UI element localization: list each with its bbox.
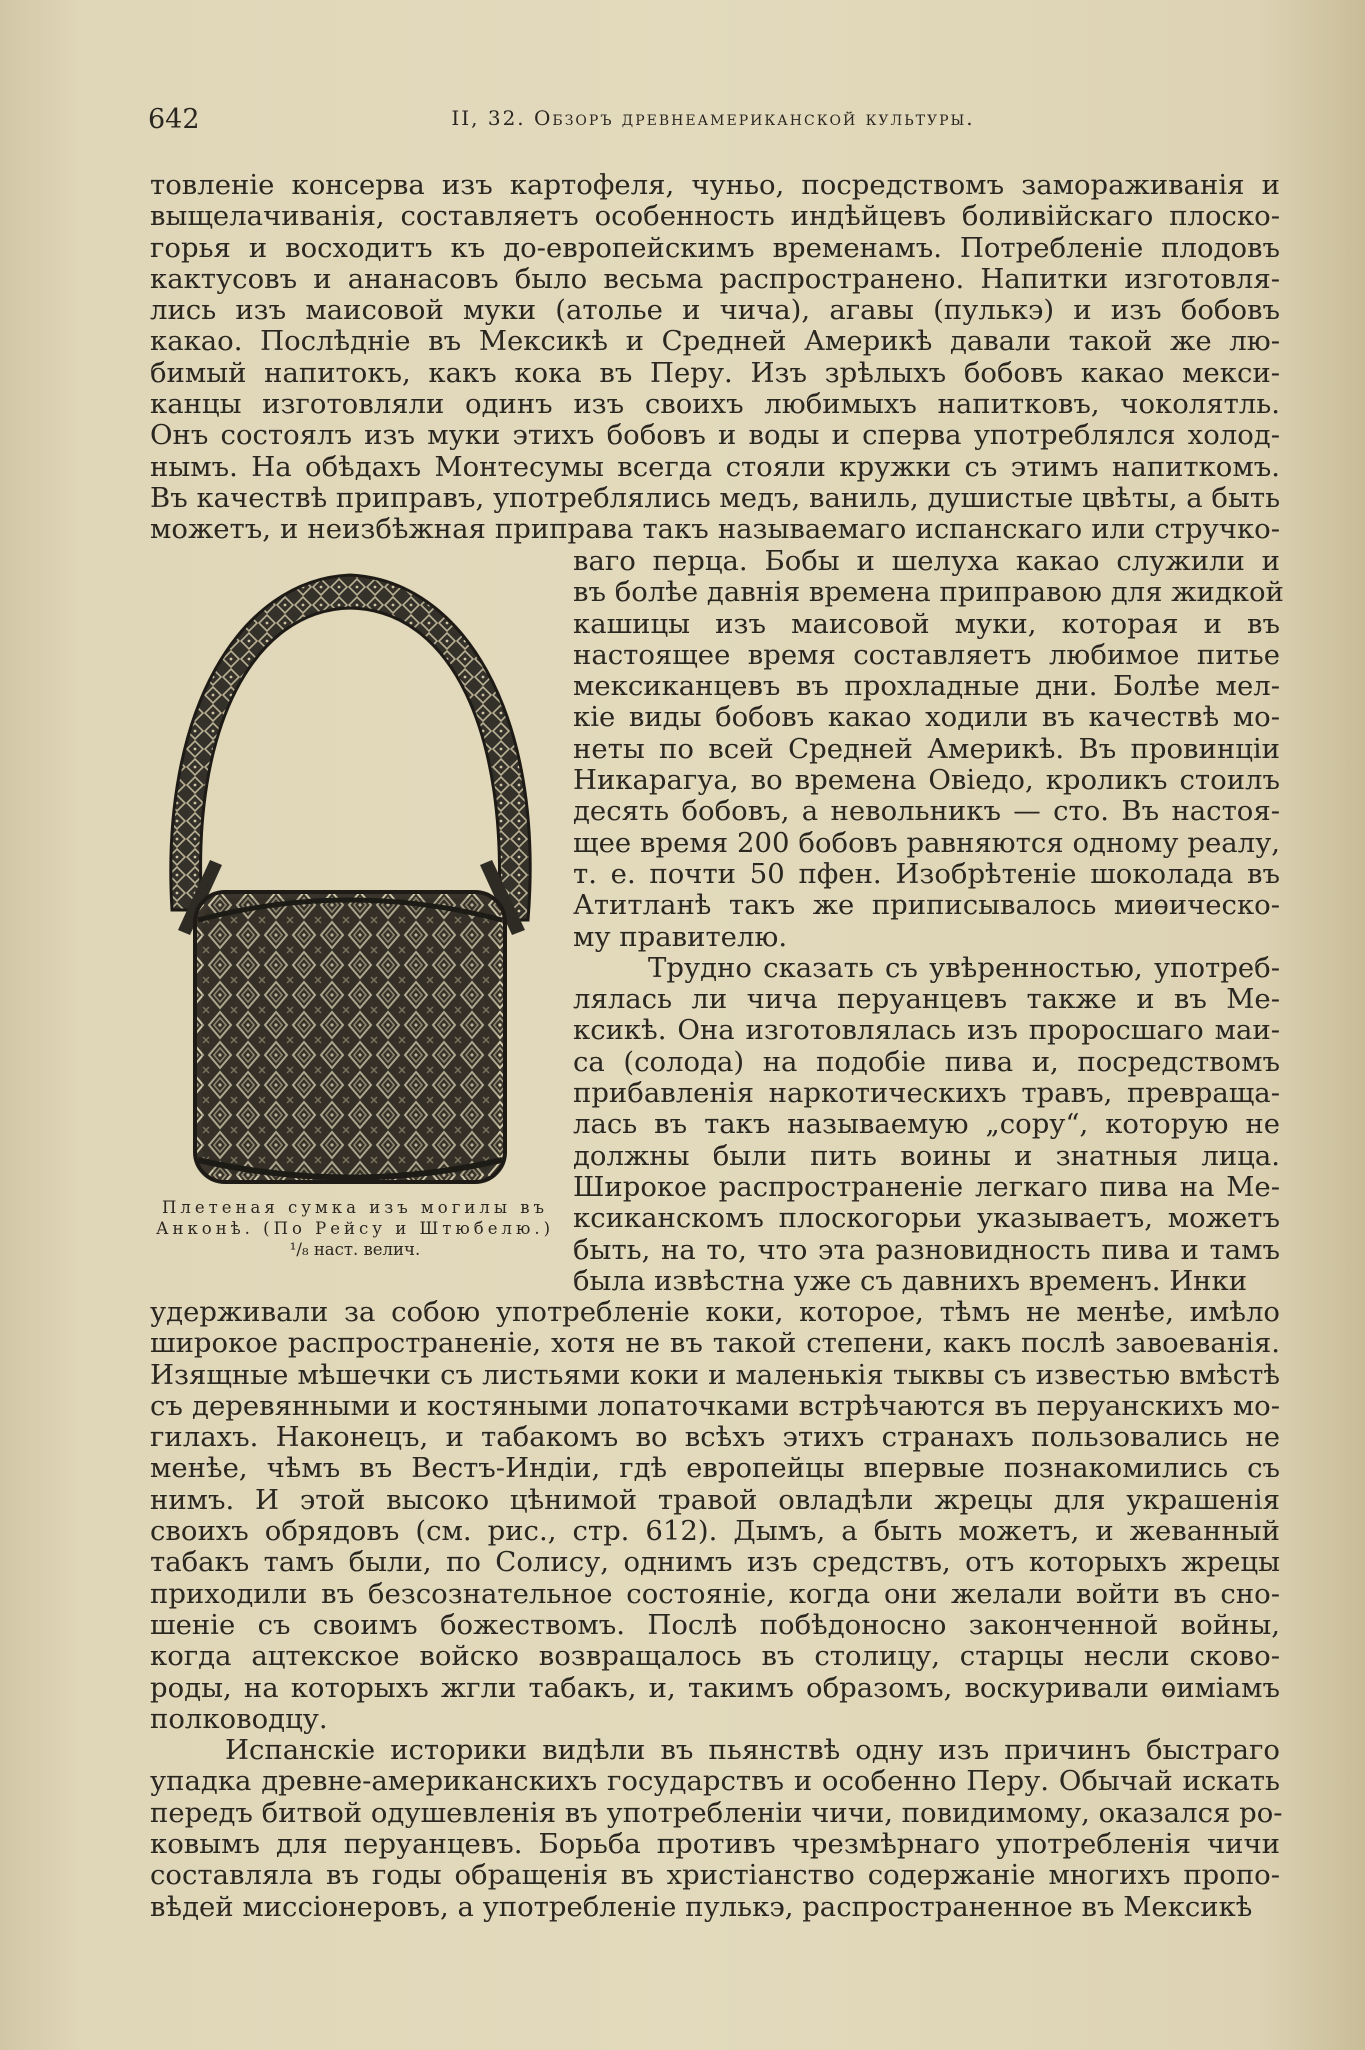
- text-line: нымъ. На обѣдахъ Монтесумы всегда стояли кружки съ этимъ напиткомъ.: [150, 450, 1280, 483]
- text-line: Атитланѣ такъ же приписывалось миѳическо-: [573, 889, 1280, 922]
- text-line: менѣе, чѣмъ въ Вестъ-Индіи, гдѣ европейцы впервые познакомились съ: [150, 1452, 1280, 1485]
- text-line: съ деревянными и костяными лопаточками встрѣчаются въ перуанскихъ мо-: [150, 1389, 1280, 1422]
- text-line: вѣдей миссіонеровъ, а употребленіе пулькэ, распространенное въ Мексикѣ: [150, 1890, 1253, 1923]
- caption-line: Плетеная сумка изъ могилы въ: [162, 1198, 548, 1217]
- text-line: когда ацтекское войско возвращалось въ столицу, старцы несли сково-: [150, 1640, 1280, 1673]
- text-line: бимый напитокъ, какъ кока въ Перу. Изъ зрѣлыхъ бобовъ какао мекси-: [150, 356, 1280, 389]
- text-line: ковымъ для перуанцевъ. Борьба противъ чрезмѣрнаго употребленія чичи: [150, 1828, 1280, 1861]
- text-line: выщелачиванія, составляетъ особенность индѣйцевъ боливійскаго плоско-: [150, 200, 1280, 233]
- text-line: быть, на то, что эта разновидность пива и тамъ: [573, 1233, 1280, 1266]
- text-line: должны были пить воины и знатныя лица.: [573, 1139, 1280, 1172]
- figure-caption: [150, 1197, 560, 1260]
- text-line: гилахъ. Наконецъ, и табакомъ во всѣхъ этихъ странахъ пользовались не: [150, 1421, 1280, 1454]
- text-line: можетъ, и неизбѣжная приправа такъ называемаго испанскаго или стручко-: [150, 513, 1280, 546]
- text-line: т. е. почти 50 пфен. Изобрѣтеніе шоколада въ: [573, 857, 1280, 890]
- text-line: была извѣстна уже съ давнихъ временъ. Инки: [573, 1264, 1248, 1297]
- text-line: составляла въ годы обращенія въ христіанство содержаніе многихъ пропо-: [150, 1859, 1280, 1892]
- text-line: канцы изготовляли одинъ изъ своихъ любимыхъ напитковъ, чоколятль.: [150, 388, 1280, 421]
- text-line: щее время 200 бобовъ равняются одному реалу,: [573, 826, 1280, 859]
- text-line: десять бобовъ, а невольникъ — сто. Въ настоя-: [573, 795, 1280, 828]
- text-line: какао. Послѣдніе въ Мексикѣ и Средней Америкѣ давали такой же лю-: [150, 325, 1280, 358]
- text-line: передъ битвой одушевленія въ употребленіи чичи, повидимому, оказался ро-: [150, 1796, 1283, 1829]
- text-line: Никарагуа, во времена Овіедо, кроликъ стоилъ: [573, 764, 1280, 797]
- text-line: Трудно сказать съ увѣренностью, употреб-: [648, 951, 1280, 984]
- text-line: упадка древне-американскихъ государствъ и особенно Перу. Обычай искать: [150, 1765, 1280, 1798]
- text-line: шеніе съ своимъ божествомъ. Послѣ побѣдоносно законченной войны,: [150, 1608, 1280, 1641]
- text-line: Онъ состоялъ изъ муки этихъ бобовъ и воды и сперва употреблялся холод-: [150, 419, 1280, 452]
- text-line: ксиканскомъ плоскогорьи указываетъ, можетъ: [573, 1202, 1280, 1235]
- running-head: II, 32. Обзоръ древнеамериканской культуры.: [451, 106, 975, 130]
- text-line: настоящее время составляетъ любимое питье: [573, 638, 1280, 671]
- text-line: са (солода) на подобіе пива и, посредствомъ: [573, 1045, 1280, 1078]
- text-line: му правителю.: [573, 920, 788, 953]
- text-line: Въ качествѣ приправъ, употреблялись медъ, ваниль, душистые цвѣты, а быть: [150, 481, 1281, 514]
- text-line: ваго перца. Бобы и шелуха какао служили и: [573, 545, 1280, 577]
- text-line: табакъ тамъ были, по Солису, однимъ изъ средствъ, отъ которыхъ жрецы: [150, 1546, 1280, 1579]
- paragraph-wrap: [573, 545, 1284, 1297]
- text-line: лялась ли чича перуанцевъ также и въ Ме-: [573, 983, 1280, 1016]
- text-line: Испанскіе историки видѣли въ пьянствѣ одну изъ причинъ быстраго: [225, 1734, 1280, 1767]
- page-header: [148, 104, 1278, 144]
- text-line: широкое распространеніе, хотя не въ такой степени, какъ послѣ завоеванія.: [150, 1327, 1280, 1360]
- caption-line: ¹/₈ наст. велич.: [289, 1240, 421, 1259]
- text-line: Изящные мѣшечки съ листьями коки и маленькія тыквы съ известью вмѣстѣ: [150, 1358, 1280, 1391]
- text-line: въ болѣе давнія времена приправою для жидкой: [573, 576, 1284, 609]
- text-line: роды, на которыхъ жгли табакъ, и, такимъ образомъ, воскуривали ѳиміамъ: [150, 1671, 1280, 1704]
- text-line: удерживали за собою употребленіе коки, которое, тѣмъ не менѣе, имѣло: [150, 1296, 1280, 1328]
- caption-line: Анконѣ. (По Рейсу и Штюбелю.): [155, 1219, 555, 1238]
- text-line: нимъ. И этой высоко цѣнимой травой овладѣли жрецы для украшенія: [150, 1483, 1280, 1516]
- text-line: ксикѣ. Она изготовлялась изъ проросшаго маи-: [573, 1014, 1280, 1047]
- text-line: товленіе консерва изъ картофеля, чуньо, посредствомъ замораживанія и: [150, 169, 1280, 201]
- woven-bag-illustration: [150, 560, 550, 1200]
- text-line: кіе виды бобовъ какао ходили въ качествѣ мо-: [573, 701, 1280, 734]
- text-line: приходили въ безсознательное состояніе, когда они желали войти въ сно-: [150, 1577, 1280, 1610]
- text-line: своихъ обрядовъ (см. рис., стр. 612). Дымъ, а быть можетъ, и жеванный: [150, 1515, 1280, 1548]
- text-line: прибавленія наркотическихъ травъ, превраща-: [573, 1077, 1280, 1110]
- figure-woven-bag: [150, 560, 550, 1260]
- text-line: кактусовъ и ананасовъ было весьма распространено. Напитки изготовля-: [150, 262, 1280, 295]
- text-line: мексиканцевъ въ прохладные дни. Болѣе мел-: [573, 670, 1280, 703]
- text-line: лась въ такъ называемую „сору“, которую не: [573, 1108, 1280, 1141]
- text-line: горья и восходитъ къ до-европейскимъ временамъ. Потребленіе плодовъ: [150, 231, 1280, 264]
- text-line: неты по всей Средней Америкѣ. Въ провинціи: [573, 732, 1280, 765]
- text-line: Широкое распространеніе легкаго пива на Ме-: [573, 1170, 1280, 1203]
- paragraph-bottom: [150, 1296, 1283, 1923]
- paragraph-top: [150, 170, 1280, 546]
- text-line: лись изъ маисовой муки (атолье и чича), агавы (пулькэ) и изъ бобовъ: [150, 294, 1280, 327]
- text-line: кашицы изъ маисовой муки, которая и въ: [573, 607, 1280, 640]
- text-line: полководцу.: [150, 1702, 328, 1735]
- page-number: 642: [148, 104, 200, 135]
